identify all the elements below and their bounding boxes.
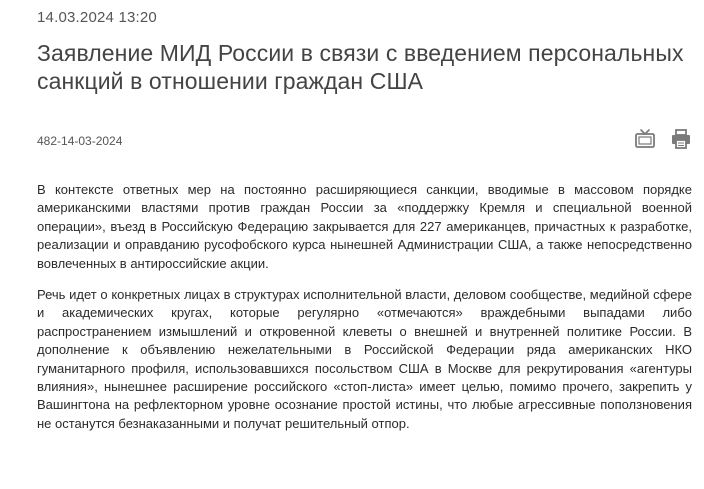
publication-date: 14.03.2024 13:20 [37, 9, 157, 26]
tv-button[interactable] [634, 127, 656, 151]
document-tools [634, 127, 692, 151]
tv-icon [634, 128, 656, 150]
article-paragraph: Речь идет о конкретных лицах в структурах исполнительной власти, деловом сообществе, медийной сфере и академических кругах, которые регулярно «отмечаются» враждебными выпадами либо распространением измышлений и откровенной клеветы о внешней и внутренней политике России. В дополнение к объявлению нежелательными в Российской Федерации ряда американских НКО гуманитарного профиля, использовавшихся посольством США в Москве для рекрутирования «агентуры влияния», нынешнее расширение российского «стоп-листа» имеет целью, помимо прочего, закрепить у Вашингтона на рефлекторном уровне осознание простой истины, что любые агрессивные поползновения не останутся безнаказанными и получат решительный отпор. [37, 287, 692, 431]
page-title: Заявление МИД России в связи с введением персональных санкций в отношении граждан США [37, 40, 684, 94]
print-button[interactable] [670, 127, 692, 151]
article-body [37, 181, 692, 446]
article-paragraph: В контексте ответных мер на постоянно расширяющиеся санкции, вводимые в массовом порядке американскими властями против граждан России за «поддержку Кремля и специальной военной операции», въезд в Российскую Федерацию закрывается для 227 американцев, причастных к разработке, реализации и оправданию русофобского курса нынешней Администрации США, а также непосредственно вовлеченных в антироссийские акции. [37, 182, 692, 271]
printer-icon [670, 128, 692, 150]
document-number: 482-14-03-2024 [37, 134, 123, 148]
